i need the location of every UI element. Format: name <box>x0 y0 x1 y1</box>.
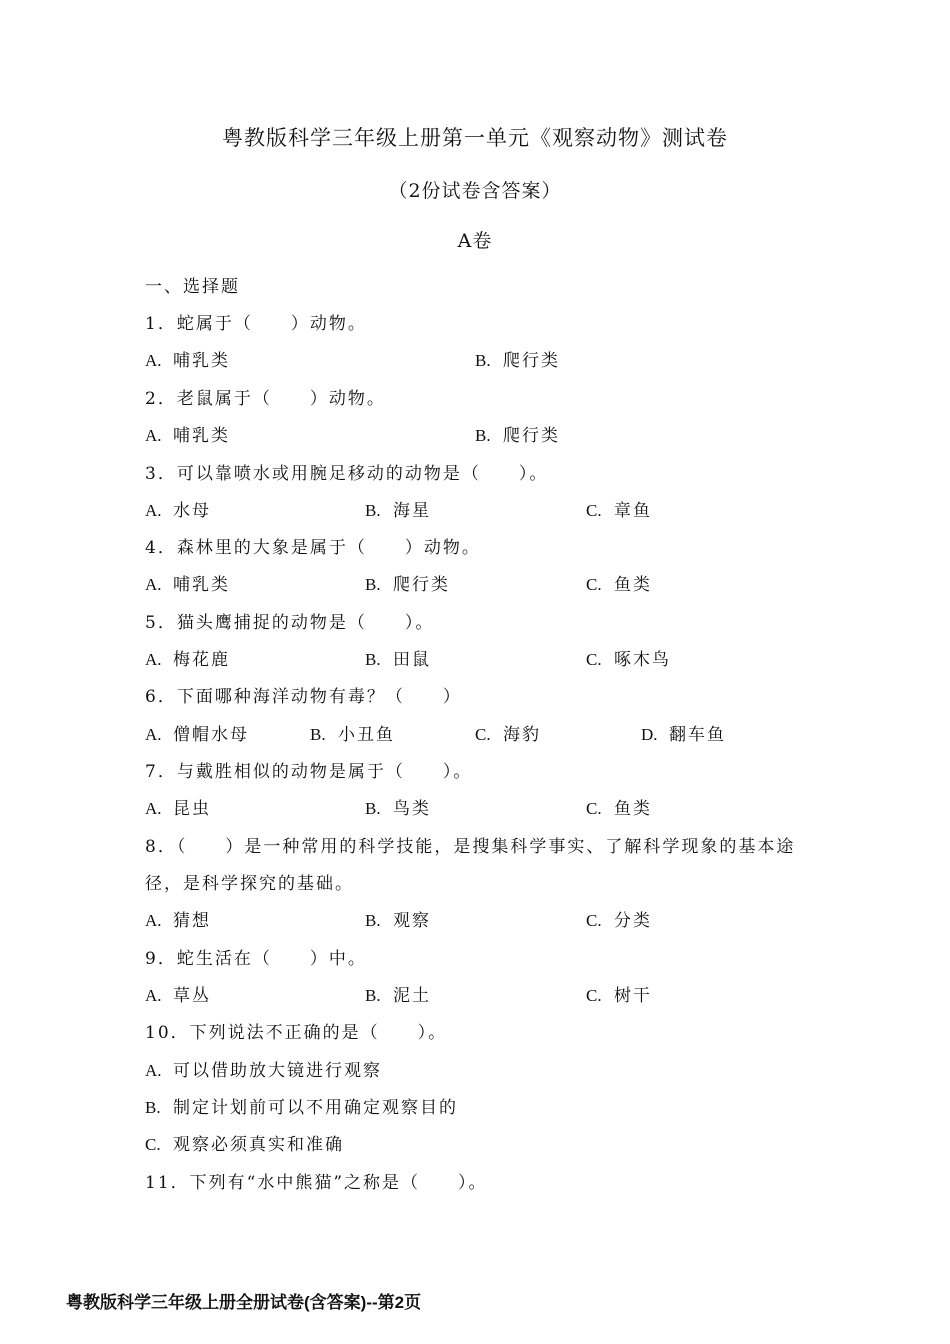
option-2a: A. 哺乳类 <box>145 426 230 446</box>
option-8c: C. 分类 <box>586 911 652 931</box>
question-6: 6．下面哪种海洋动物有毒？（ ） <box>145 687 462 707</box>
question-7: 7．与戴胜相似的动物是属于（ ）。 <box>145 762 473 782</box>
option-8b: B. 观察 <box>365 911 431 931</box>
option-3c: C. 章鱼 <box>586 501 652 521</box>
option-1a: A. 哺乳类 <box>145 351 230 371</box>
question-5: 5．猫头鹰捕捉的动物是（ ）。 <box>145 613 435 633</box>
question-9: 9．蛇生活在（ ）中。 <box>145 949 367 969</box>
question-1: 1．蛇属于（ ）动物。 <box>145 314 367 334</box>
question-10: 10．下列说法不正确的是（ ）。 <box>145 1023 448 1043</box>
option-10c: C. 观察必须真实和准确 <box>145 1135 344 1155</box>
option-4a: A. 哺乳类 <box>145 575 230 595</box>
question-4: 4．森林里的大象是属于（ ）动物。 <box>145 538 481 558</box>
page-footer: 粤教版科学三年级上册全册试卷(含答案)--第2页 <box>66 1293 422 1312</box>
option-6b: B. 小丑鱼 <box>310 725 395 745</box>
question-8: 8．（ ）是一种常用的科学技能，是搜集科学事实、了解科学现象的基本途 <box>145 837 796 857</box>
option-3a: A. 水母 <box>145 501 211 521</box>
exam-subtitle: （2份试卷含答案） <box>388 180 562 202</box>
question-2: 2．老鼠属于（ ）动物。 <box>145 389 386 409</box>
question-8-cont: 径，是科学探究的基础。 <box>145 874 354 894</box>
question-3: 3．可以靠喷水或用腕足移动的动物是（ ）。 <box>145 464 549 484</box>
option-10a: A. 可以借助放大镜进行观察 <box>145 1061 382 1081</box>
option-2b: B. 爬行类 <box>475 426 560 446</box>
option-4b: B. 爬行类 <box>365 575 450 595</box>
option-5c: C. 啄木鸟 <box>586 650 671 670</box>
option-1b: B. 爬行类 <box>475 351 560 371</box>
option-6a: A. 僧帽水母 <box>145 725 249 745</box>
option-7b: B. 鸟类 <box>365 799 431 819</box>
section-heading: 一、选择题 <box>145 277 240 297</box>
option-4c: C. 鱼类 <box>586 575 652 595</box>
option-6c: C. 海豹 <box>475 725 541 745</box>
question-11: 11．下列有“水中熊猫”之称是（ ）。 <box>145 1173 488 1193</box>
option-6d: D. 翻车鱼 <box>641 725 726 745</box>
option-3b: B. 海星 <box>365 501 431 521</box>
option-5a: A. 梅花鹿 <box>145 650 230 670</box>
option-9c: C. 树干 <box>586 986 652 1006</box>
option-10b: B. 制定计划前可以不用确定观察目的 <box>145 1098 458 1118</box>
option-7a: A. 昆虫 <box>145 799 211 819</box>
option-9b: B. 泥土 <box>365 986 431 1006</box>
option-9a: A. 草丛 <box>145 986 211 1006</box>
exam-title: 粤教版科学三年级上册第一单元《观察动物》测试卷 <box>222 126 728 150</box>
option-5b: B. 田鼠 <box>365 650 431 670</box>
option-7c: C. 鱼类 <box>586 799 652 819</box>
paper-label: A卷 <box>457 230 493 252</box>
option-8a: A. 猜想 <box>145 911 211 931</box>
